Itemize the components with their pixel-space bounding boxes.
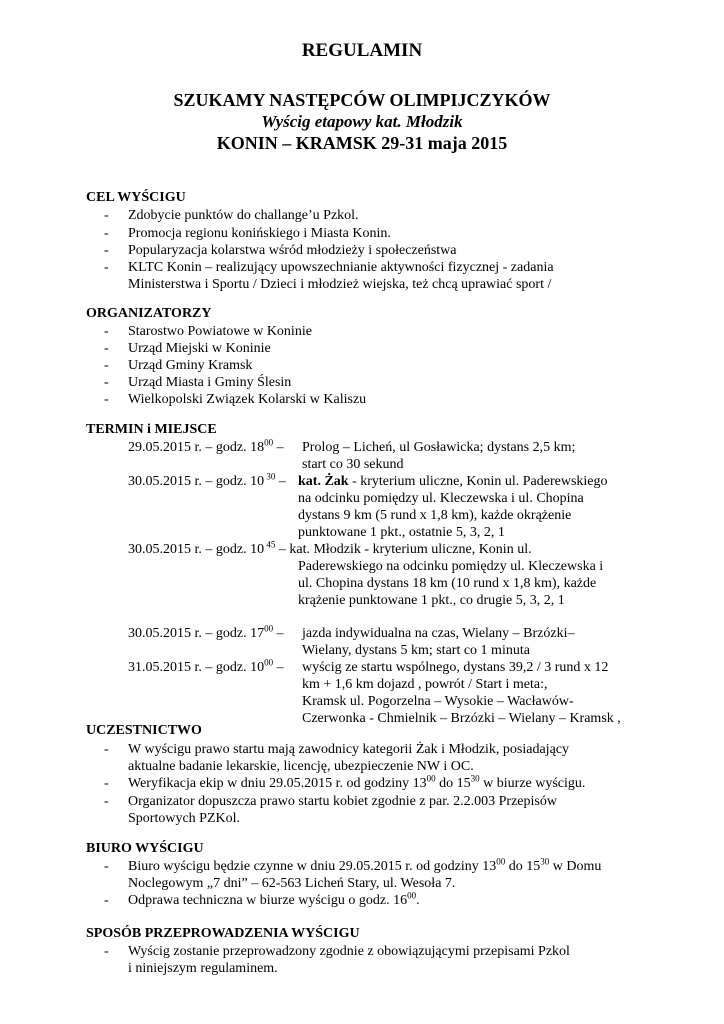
bullet: - xyxy=(104,358,109,373)
bullet: - xyxy=(104,375,109,390)
event-date-zak: 30.05.2015 r. – godz. 10 $^{30}$ – xyxy=(128,471,286,489)
list-item: Weryfikacja ekip w dniu 29.05.2015 r. od godziny $13^{00}$ do $15^{30}$ w biurze wyścigu. xyxy=(128,773,586,791)
list-item: Wielkopolski Związek Kolarski w Kaliszu xyxy=(128,392,367,407)
event-desc-itt: jazda indywidualna na czas, Wielany – Brzózki– xyxy=(302,626,575,641)
event-date-itt: 30.05.2015 r. – godz. $17^{00}$ – xyxy=(128,623,284,641)
bullet: - xyxy=(104,742,109,757)
bullet: - xyxy=(104,776,109,791)
list-item: KLTC Konin – realizujący upowszechnianie aktywności fizycznej - zadania xyxy=(128,260,554,275)
list-item: Wyścig zostanie przeprowadzony zgodnie z obowiązującymi przepisami Pzkol xyxy=(128,944,570,959)
event-desc-mlodzik: Paderewskiego na odcinku pomiędzy ul. Kleczewska i xyxy=(298,559,604,574)
list-item: Starostwo Powiatowe w Koninie xyxy=(128,324,312,339)
bullet: - xyxy=(104,208,109,223)
event-desc-road-race: Czerwonka - Chmielnik – Brzózki – Wielany – Kramsk , xyxy=(302,711,621,726)
section-heading-organizatorzy: ORGANIZATORZY xyxy=(86,306,212,321)
event-desc-prolog: start co 30 sekund xyxy=(302,457,404,472)
list-item: Urząd Gminy Kramsk xyxy=(128,358,253,373)
race-category-subtitle: Wyścig etapowy kat. Młodzik xyxy=(261,112,463,131)
list-item: Organizator dopuszcza prawo startu kobiet zgodnie z par. 2.2.003 Przepisów xyxy=(128,794,557,809)
bullet: - xyxy=(104,260,109,275)
bullet: - xyxy=(104,944,109,959)
event-desc-mlodzik: ul. Chopina dystans 18 km (10 rund x 1,8 km), każde xyxy=(298,576,597,591)
event-desc-road-race: wyścig ze startu wspólnego, dystans 39,2 / 3 rund x 12 xyxy=(302,660,609,675)
list-item: Zdobycie punktów do challange’u Pzkol. xyxy=(128,208,359,223)
section-heading-termin: TERMIN i MIEJSCE xyxy=(86,422,217,437)
bullet: - xyxy=(104,243,109,258)
bullet: - xyxy=(104,859,109,874)
list-item: Promocja regionu konińskiego i Miasta Konin. xyxy=(128,226,391,241)
document-subtitle: SZUKAMY NASTĘPCÓW OLIMPIJCZYKÓW xyxy=(173,90,551,110)
event-desc-prolog: Prolog – Licheń, ul Gosławicka; dystans 2,5 km; xyxy=(302,440,576,455)
section-heading-uczestnictwo: UCZESTNICTWO xyxy=(86,723,202,738)
event-desc-zak: dystans 9 km (5 rund x 1,8 km), każde okrążenie xyxy=(298,508,572,523)
list-item-continuation: aktualne badanie lekarskie, licencję, ubezpieczenie NW i OC. xyxy=(128,759,474,774)
event-date-mlodzik: 30.05.2015 r. – godz. 10 $^{45}$ – kat. Młodzik - kryterium uliczne, Konin ul. xyxy=(128,539,532,557)
list-item: Urząd Miejski w Koninie xyxy=(128,341,271,356)
event-desc-zak: kat. Żak - kryterium uliczne, Konin ul. Paderewskiego xyxy=(298,474,608,489)
section-heading-biuro: BIURO WYŚCIGU xyxy=(86,841,204,856)
event-date-road-race: 31.05.2015 r. – godz. $10^{00}$ – xyxy=(128,657,284,675)
section-heading-cel: CEL WYŚCIGU xyxy=(86,190,186,205)
bullet: - xyxy=(104,392,109,407)
bullet: - xyxy=(104,226,109,241)
section-heading-sposob: SPOSÓB PRZEPROWADZENIA WYŚCIGU xyxy=(86,926,360,941)
event-date-prolog: 29.05.2015 r. – godz. $18^{00}$ – xyxy=(128,437,284,455)
event-desc-zak: punktowane 1 pkt., ostatnie 5, 3, 2, 1 xyxy=(298,525,505,540)
event-desc-zak: na odcinku pomiędzy ul. Kleczewska i ul. Chopina xyxy=(298,491,584,506)
list-item-continuation: Sportowych PZKol. xyxy=(128,811,240,826)
event-desc-mlodzik: krążenie punktowane 1 pkt., co drugie 5, 3, 2, 1 xyxy=(298,593,565,608)
event-desc-road-race: Kramsk ul. Pogorzelna – Wysokie – Wacławów- xyxy=(302,694,574,709)
document-title: REGULAMIN xyxy=(301,40,423,61)
bullet: - xyxy=(104,794,109,809)
list-item: Biuro wyścigu będzie czynne w dniu 29.05.2015 r. od godziny $13^{00}$ do $15^{30}$ w Domu xyxy=(128,856,602,874)
list-item: Odprawa techniczna w biurze wyścigu o godz. $16^{00}$. xyxy=(128,890,420,908)
list-item-continuation: Ministerstwa i Sportu / Dzieci i młodzież wiejska, też chcą uprawiać sport / xyxy=(128,277,552,292)
bullet: - xyxy=(104,324,109,339)
list-item: Urząd Miasta i Gminy Ślesin xyxy=(128,375,292,390)
list-item-continuation: i niniejszym regulaminem. xyxy=(128,961,278,976)
race-location-date: KONIN – KRAMSK 29-31 maja 2015 xyxy=(216,133,508,153)
list-item-continuation: Noclegowym „7 dni” – 62-563 Licheń Stary, ul. Wesoła 7. xyxy=(128,876,456,891)
event-desc-itt: Wielany, dystans 5 km; start co 1 minuta xyxy=(302,643,530,658)
list-item: W wyścigu prawo startu mają zawodnicy kategorii Żak i Młodzik, posiadający xyxy=(128,742,569,757)
bullet: - xyxy=(104,893,109,908)
bullet: - xyxy=(104,341,109,356)
event-desc-road-race: km + 1,6 km dojazd , powrót / Start i meta:, xyxy=(302,677,548,692)
list-item: Popularyzacja kolarstwa wśród młodzieży i społeczeństwa xyxy=(128,243,457,258)
